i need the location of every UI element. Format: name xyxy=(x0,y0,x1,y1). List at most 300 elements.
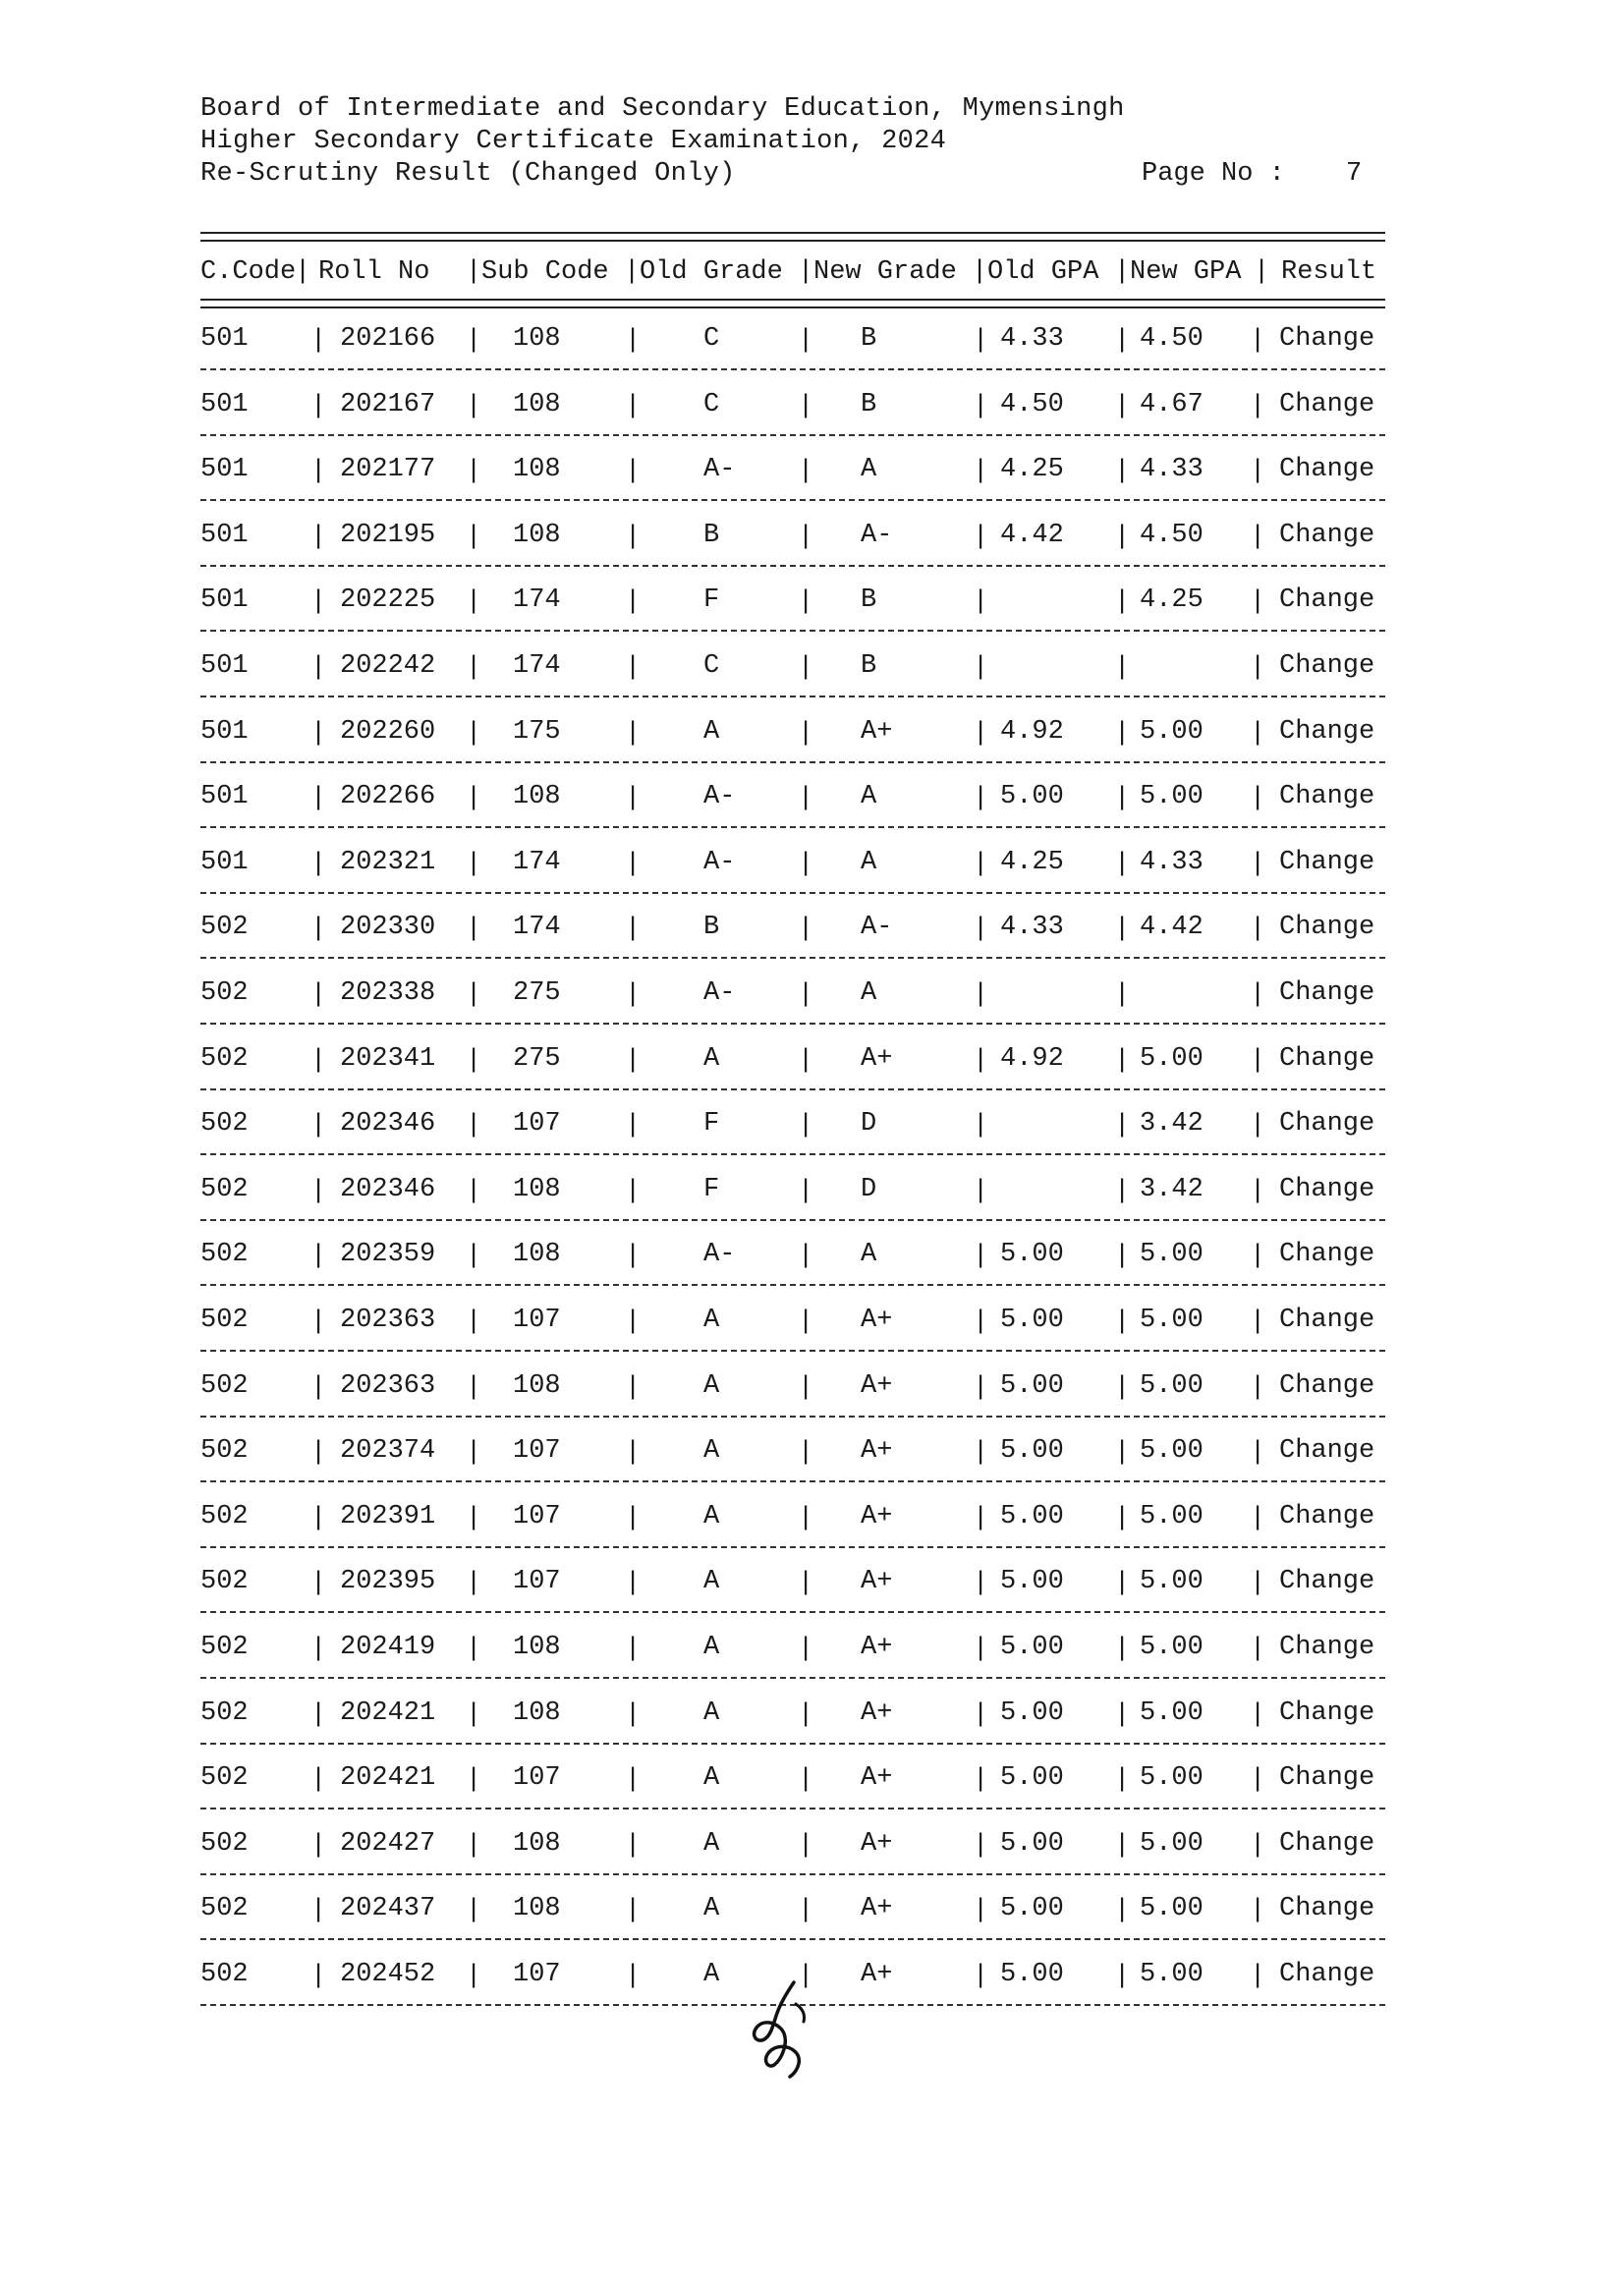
cell-newgrade: A+ xyxy=(861,1894,893,1924)
cell-separator: | xyxy=(798,326,814,356)
cell-newgrade: A- xyxy=(861,520,893,550)
cell-oldgrade: A xyxy=(703,1698,720,1728)
cell-newgrade: A+ xyxy=(861,1828,893,1859)
cell-oldgrade: A xyxy=(703,1501,720,1531)
cell-roll: 202363 xyxy=(340,1306,436,1335)
cell-separator: | xyxy=(625,1503,642,1533)
cell-separator: | xyxy=(466,1176,482,1206)
cell-separator: | xyxy=(1250,1372,1266,1403)
cell-separator: | xyxy=(310,849,327,879)
cell-ccode: 502 xyxy=(200,1306,249,1335)
cell-result: Change xyxy=(1279,1501,1375,1531)
cell-ccode: 502 xyxy=(200,1894,249,1924)
cell-separator: | xyxy=(1114,1176,1131,1206)
cell-newgrade: A+ xyxy=(861,1763,893,1794)
cell-separator: | xyxy=(798,1045,814,1076)
col-roll: Roll No xyxy=(318,257,430,287)
row-divider xyxy=(200,630,1385,632)
cell-separator: | xyxy=(625,587,642,618)
cell-newgrade: A+ xyxy=(861,1370,893,1401)
cell-separator: | xyxy=(466,1308,482,1337)
cell-roll: 202338 xyxy=(340,978,436,1008)
table-row xyxy=(200,324,1385,358)
col-sep: | xyxy=(295,257,311,287)
cell-separator: | xyxy=(973,915,989,945)
cell-oldgpa: 4.92 xyxy=(1000,1043,1064,1074)
cell-ccode: 502 xyxy=(200,978,249,1008)
cell-ccode: 501 xyxy=(200,651,249,681)
table-row xyxy=(200,1240,1385,1273)
cell-oldgpa: 5.00 xyxy=(1000,1436,1064,1467)
cell-separator: | xyxy=(1250,1111,1266,1141)
cell-separator: | xyxy=(973,849,989,879)
cell-ccode: 502 xyxy=(200,1698,249,1728)
cell-separator: | xyxy=(466,718,482,749)
table-row xyxy=(200,1698,1385,1732)
cell-roll: 202242 xyxy=(340,651,436,681)
cell-separator: | xyxy=(310,326,327,356)
cell-separator: | xyxy=(798,1176,814,1206)
cell-separator: | xyxy=(798,457,814,487)
cell-newgrade: B xyxy=(861,585,877,616)
cell-oldgrade: F xyxy=(703,585,720,616)
cell-separator: | xyxy=(1114,522,1131,552)
cell-result: Change xyxy=(1279,1894,1375,1924)
cell-result: Change xyxy=(1279,1370,1375,1401)
cell-oldgpa: 5.00 xyxy=(1000,1894,1064,1924)
result-title: Re-Scrutiny Result (Changed Only) xyxy=(200,159,736,189)
cell-separator: | xyxy=(625,980,642,1010)
cell-separator: | xyxy=(1114,587,1131,618)
cell-separator: | xyxy=(798,1962,814,1991)
cell-separator: | xyxy=(798,1503,814,1533)
cell-separator: | xyxy=(1250,1699,1266,1730)
cell-ccode: 502 xyxy=(200,1370,249,1401)
cell-subcode: 108 xyxy=(513,389,561,419)
cell-subcode: 108 xyxy=(513,520,561,550)
cell-oldgpa: 5.00 xyxy=(1000,1763,1064,1794)
cell-separator: | xyxy=(625,391,642,421)
cell-separator: | xyxy=(466,849,482,879)
cell-result: Change xyxy=(1279,1436,1375,1467)
cell-ccode: 502 xyxy=(200,1567,249,1597)
cell-subcode: 108 xyxy=(513,1894,561,1924)
cell-subcode: 175 xyxy=(513,716,561,747)
col-newgrade: New Grade xyxy=(813,257,957,287)
cell-separator: | xyxy=(1114,1896,1131,1926)
cell-result: Change xyxy=(1279,978,1375,1008)
cell-separator: | xyxy=(625,1830,642,1861)
cell-separator: | xyxy=(1250,1045,1266,1076)
col-sep: | xyxy=(798,257,814,287)
cell-separator: | xyxy=(625,1699,642,1730)
cell-oldgrade: F xyxy=(703,1174,720,1204)
col-oldgpa: Old GPA xyxy=(987,257,1099,287)
cell-ccode: 501 xyxy=(200,520,249,550)
cell-separator: | xyxy=(310,1045,327,1076)
cell-newgrade: A xyxy=(861,978,877,1008)
cell-newgpa: 5.00 xyxy=(1140,1370,1204,1401)
cell-separator: | xyxy=(973,1569,989,1599)
cell-oldgpa: 4.33 xyxy=(1000,913,1064,943)
header-bottom-rule xyxy=(200,299,1385,308)
cell-separator: | xyxy=(310,1176,327,1206)
cell-separator: | xyxy=(1114,1045,1131,1076)
cell-separator: | xyxy=(1250,1242,1266,1272)
page-number-value: 7 xyxy=(1346,159,1363,189)
cell-result: Change xyxy=(1279,847,1375,877)
cell-separator: | xyxy=(466,1045,482,1076)
cell-ccode: 502 xyxy=(200,1960,249,1989)
cell-separator: | xyxy=(466,1503,482,1533)
cell-separator: | xyxy=(798,980,814,1010)
cell-separator: | xyxy=(973,1111,989,1141)
cell-separator: | xyxy=(1250,1635,1266,1664)
cell-oldgrade: A xyxy=(703,1567,720,1597)
cell-subcode: 107 xyxy=(513,1763,561,1794)
cell-separator: | xyxy=(798,653,814,683)
cell-oldgrade: A xyxy=(703,1306,720,1335)
table-row xyxy=(200,1306,1385,1339)
row-divider xyxy=(200,1416,1385,1418)
cell-newgpa: 5.00 xyxy=(1140,1894,1204,1924)
cell-separator: | xyxy=(466,784,482,814)
cell-roll: 202452 xyxy=(340,1960,436,1989)
col-sep: | xyxy=(466,257,482,287)
cell-newgrade: A+ xyxy=(861,1633,893,1662)
cell-newgpa: 5.00 xyxy=(1140,1306,1204,1335)
col-subcode: Sub Code xyxy=(481,257,609,287)
cell-separator: | xyxy=(625,718,642,749)
cell-subcode: 107 xyxy=(513,1436,561,1467)
cell-newgpa: 4.33 xyxy=(1140,455,1204,485)
cell-oldgrade: A xyxy=(703,1894,720,1924)
cell-separator: | xyxy=(1114,980,1131,1010)
cell-newgrade: A+ xyxy=(861,716,893,747)
cell-oldgrade: C xyxy=(703,389,720,419)
table-row xyxy=(200,521,1385,554)
cell-newgpa: 4.42 xyxy=(1140,913,1204,943)
cell-oldgpa: 5.00 xyxy=(1000,1370,1064,1401)
row-divider xyxy=(200,1350,1385,1352)
cell-ccode: 501 xyxy=(200,585,249,616)
col-newgpa: New GPA xyxy=(1130,257,1242,287)
cell-roll: 202260 xyxy=(340,716,436,747)
cell-separator: | xyxy=(466,1242,482,1272)
cell-separator: | xyxy=(798,718,814,749)
cell-separator: | xyxy=(625,653,642,683)
cell-separator: | xyxy=(466,391,482,421)
table-row xyxy=(200,651,1385,685)
table-row xyxy=(200,1829,1385,1863)
cell-result: Change xyxy=(1279,1763,1375,1794)
cell-separator: | xyxy=(973,1830,989,1861)
cell-oldgpa: 5.00 xyxy=(1000,782,1064,812)
row-divider xyxy=(200,368,1385,370)
cell-separator: | xyxy=(310,1962,327,1991)
cell-separator: | xyxy=(1114,718,1131,749)
cell-separator: | xyxy=(1250,326,1266,356)
cell-separator: | xyxy=(1114,1308,1131,1337)
cell-separator: | xyxy=(798,1635,814,1664)
cell-newgrade: B xyxy=(861,651,877,681)
cell-separator: | xyxy=(466,457,482,487)
page-number-label: Page No : xyxy=(1142,159,1285,189)
cell-separator: | xyxy=(310,980,327,1010)
cell-roll: 202225 xyxy=(340,585,436,616)
cell-separator: | xyxy=(1114,1569,1131,1599)
cell-oldgpa: 5.00 xyxy=(1000,1501,1064,1531)
cell-separator: | xyxy=(1250,522,1266,552)
cell-separator: | xyxy=(466,980,482,1010)
cell-newgpa: 5.00 xyxy=(1140,1501,1204,1531)
cell-separator: | xyxy=(1250,1503,1266,1533)
table-row xyxy=(200,978,1385,1012)
cell-newgpa: 4.50 xyxy=(1140,324,1204,354)
cell-result: Change xyxy=(1279,585,1375,616)
cell-oldgpa: 4.25 xyxy=(1000,847,1064,877)
cell-oldgrade: A xyxy=(703,716,720,747)
cell-separator: | xyxy=(625,1438,642,1469)
cell-separator: | xyxy=(466,1111,482,1141)
cell-separator: | xyxy=(1250,1830,1266,1861)
row-divider xyxy=(200,1219,1385,1221)
cell-subcode: 275 xyxy=(513,978,561,1008)
cell-separator: | xyxy=(310,1765,327,1796)
cell-newgpa: 3.42 xyxy=(1140,1174,1204,1204)
cell-oldgrade: F xyxy=(703,1109,720,1140)
cell-oldgpa: 5.00 xyxy=(1000,1633,1064,1662)
cell-separator: | xyxy=(1250,915,1266,945)
table-row xyxy=(200,1371,1385,1405)
cell-separator: | xyxy=(798,1569,814,1599)
cell-newgpa: 5.00 xyxy=(1140,1698,1204,1728)
cell-oldgpa: 5.00 xyxy=(1000,1306,1064,1335)
cell-oldgrade: A- xyxy=(703,847,736,877)
table-row xyxy=(200,1044,1385,1078)
cell-oldgrade: B xyxy=(703,520,720,550)
cell-newgrade: B xyxy=(861,389,877,419)
cell-separator: | xyxy=(798,1699,814,1730)
cell-oldgpa: 4.25 xyxy=(1000,455,1064,485)
cell-separator: | xyxy=(310,391,327,421)
table-row xyxy=(200,1175,1385,1208)
cell-separator: | xyxy=(310,1830,327,1861)
cell-subcode: 107 xyxy=(513,1567,561,1597)
cell-separator: | xyxy=(798,1308,814,1337)
cell-separator: | xyxy=(310,653,327,683)
cell-separator: | xyxy=(466,915,482,945)
cell-result: Change xyxy=(1279,1109,1375,1140)
cell-oldgpa: 4.92 xyxy=(1000,716,1064,747)
cell-newgpa: 5.00 xyxy=(1140,1960,1204,1989)
cell-separator: | xyxy=(466,1569,482,1599)
cell-newgpa: 5.00 xyxy=(1140,1043,1204,1074)
cell-separator: | xyxy=(310,1896,327,1926)
cell-separator: | xyxy=(466,326,482,356)
cell-separator: | xyxy=(973,1896,989,1926)
cell-newgrade: A xyxy=(861,455,877,485)
table-row xyxy=(200,782,1385,815)
cell-separator: | xyxy=(1114,1635,1131,1664)
table-row xyxy=(200,1567,1385,1600)
cell-newgpa: 4.33 xyxy=(1140,847,1204,877)
cell-oldgrade: A- xyxy=(703,455,736,485)
cell-separator: | xyxy=(798,1242,814,1272)
cell-separator: | xyxy=(625,1045,642,1076)
cell-separator: | xyxy=(310,587,327,618)
cell-separator: | xyxy=(1250,1308,1266,1337)
cell-separator: | xyxy=(625,457,642,487)
cell-separator: | xyxy=(466,1765,482,1796)
cell-subcode: 107 xyxy=(513,1960,561,1989)
cell-newgrade: D xyxy=(861,1109,877,1140)
cell-roll: 202374 xyxy=(340,1436,436,1467)
cell-roll: 202167 xyxy=(340,389,436,419)
cell-subcode: 108 xyxy=(513,324,561,354)
cell-result: Change xyxy=(1279,455,1375,485)
cell-ccode: 501 xyxy=(200,782,249,812)
cell-separator: | xyxy=(798,784,814,814)
cell-separator: | xyxy=(1114,915,1131,945)
col-sep: | xyxy=(1254,257,1270,287)
cell-separator: | xyxy=(466,1699,482,1730)
col-sep: | xyxy=(1114,257,1131,287)
table-row xyxy=(200,390,1385,423)
col-oldgrade: Old Grade xyxy=(640,257,783,287)
table-row xyxy=(200,1633,1385,1666)
cell-oldgpa: 5.00 xyxy=(1000,1240,1064,1270)
cell-separator: | xyxy=(466,653,482,683)
cell-separator: | xyxy=(625,1896,642,1926)
cell-separator: | xyxy=(1114,653,1131,683)
row-divider xyxy=(200,1153,1385,1155)
cell-separator: | xyxy=(1114,1699,1131,1730)
cell-separator: | xyxy=(466,1830,482,1861)
table-row xyxy=(200,717,1385,751)
cell-oldgrade: A xyxy=(703,1763,720,1794)
cell-roll: 202166 xyxy=(340,324,436,354)
cell-separator: | xyxy=(625,1962,642,1991)
row-divider xyxy=(200,1808,1385,1809)
cell-separator: | xyxy=(310,1699,327,1730)
cell-separator: | xyxy=(310,1569,327,1599)
cell-roll: 202363 xyxy=(340,1370,436,1401)
cell-separator: | xyxy=(973,1699,989,1730)
cell-roll: 202346 xyxy=(340,1109,436,1140)
cell-result: Change xyxy=(1279,1174,1375,1204)
cell-ccode: 502 xyxy=(200,1763,249,1794)
cell-separator: | xyxy=(625,1111,642,1141)
cell-separator: | xyxy=(1114,784,1131,814)
cell-separator: | xyxy=(310,1503,327,1533)
cell-ccode: 501 xyxy=(200,324,249,354)
cell-ccode: 502 xyxy=(200,1633,249,1662)
cell-oldgpa: 4.50 xyxy=(1000,389,1064,419)
cell-oldgrade: A xyxy=(703,1828,720,1859)
cell-result: Change xyxy=(1279,716,1375,747)
cell-separator: | xyxy=(1250,1962,1266,1991)
cell-separator: | xyxy=(310,718,327,749)
cell-subcode: 107 xyxy=(513,1109,561,1140)
cell-separator: | xyxy=(310,1635,327,1664)
cell-separator: | xyxy=(625,1765,642,1796)
cell-separator: | xyxy=(1114,391,1131,421)
cell-separator: | xyxy=(1250,784,1266,814)
cell-roll: 202321 xyxy=(340,847,436,877)
cell-separator: | xyxy=(625,522,642,552)
cell-newgpa: 4.67 xyxy=(1140,389,1204,419)
cell-result: Change xyxy=(1279,389,1375,419)
cell-separator: | xyxy=(1250,457,1266,487)
row-divider xyxy=(200,1088,1385,1090)
table-row xyxy=(200,1436,1385,1470)
cell-separator: | xyxy=(798,1830,814,1861)
cell-separator: | xyxy=(973,1308,989,1337)
cell-ccode: 501 xyxy=(200,716,249,747)
cell-separator: | xyxy=(798,1111,814,1141)
cell-separator: | xyxy=(1250,718,1266,749)
cell-ccode: 501 xyxy=(200,847,249,877)
cell-separator: | xyxy=(466,1962,482,1991)
cell-oldgpa: 4.33 xyxy=(1000,324,1064,354)
cell-roll: 202395 xyxy=(340,1567,436,1597)
cell-separator: | xyxy=(973,718,989,749)
cell-separator: | xyxy=(1114,1830,1131,1861)
cell-separator: | xyxy=(310,915,327,945)
cell-separator: | xyxy=(973,587,989,618)
cell-roll: 202437 xyxy=(340,1894,436,1924)
cell-newgrade: A+ xyxy=(861,1436,893,1467)
cell-separator: | xyxy=(798,1372,814,1403)
cell-subcode: 107 xyxy=(513,1306,561,1335)
table-row xyxy=(200,1502,1385,1535)
row-divider xyxy=(200,1546,1385,1548)
cell-separator: | xyxy=(973,391,989,421)
cell-newgpa: 5.00 xyxy=(1140,1763,1204,1794)
cell-newgpa: 5.00 xyxy=(1140,1633,1204,1662)
col-sep: | xyxy=(624,257,641,287)
cell-newgpa: 5.00 xyxy=(1140,1567,1204,1597)
header-top-rule xyxy=(200,232,1385,242)
cell-oldgrade: A xyxy=(703,1960,720,1989)
col-result: Result xyxy=(1281,257,1377,287)
cell-separator: | xyxy=(1114,1242,1131,1272)
cell-result: Change xyxy=(1279,520,1375,550)
cell-separator: | xyxy=(1250,1896,1266,1926)
cell-oldgrade: A xyxy=(703,1436,720,1467)
cell-ccode: 502 xyxy=(200,1043,249,1074)
cell-subcode: 108 xyxy=(513,1698,561,1728)
cell-separator: | xyxy=(1114,1765,1131,1796)
cell-subcode: 174 xyxy=(513,585,561,616)
cell-result: Change xyxy=(1279,913,1375,943)
cell-newgpa: 5.00 xyxy=(1140,1436,1204,1467)
cell-result: Change xyxy=(1279,1960,1375,1989)
cell-separator: | xyxy=(1114,1438,1131,1469)
cell-oldgrade: B xyxy=(703,913,720,943)
cell-newgpa: 3.42 xyxy=(1140,1109,1204,1140)
cell-newgrade: A xyxy=(861,1240,877,1270)
cell-oldgrade: A xyxy=(703,1043,720,1074)
cell-separator: | xyxy=(1250,849,1266,879)
table-row xyxy=(200,1894,1385,1927)
cell-separator: | xyxy=(1114,1503,1131,1533)
cell-newgpa: 4.50 xyxy=(1140,520,1204,550)
cell-subcode: 108 xyxy=(513,1240,561,1270)
cell-roll: 202346 xyxy=(340,1174,436,1204)
cell-separator: | xyxy=(625,1176,642,1206)
